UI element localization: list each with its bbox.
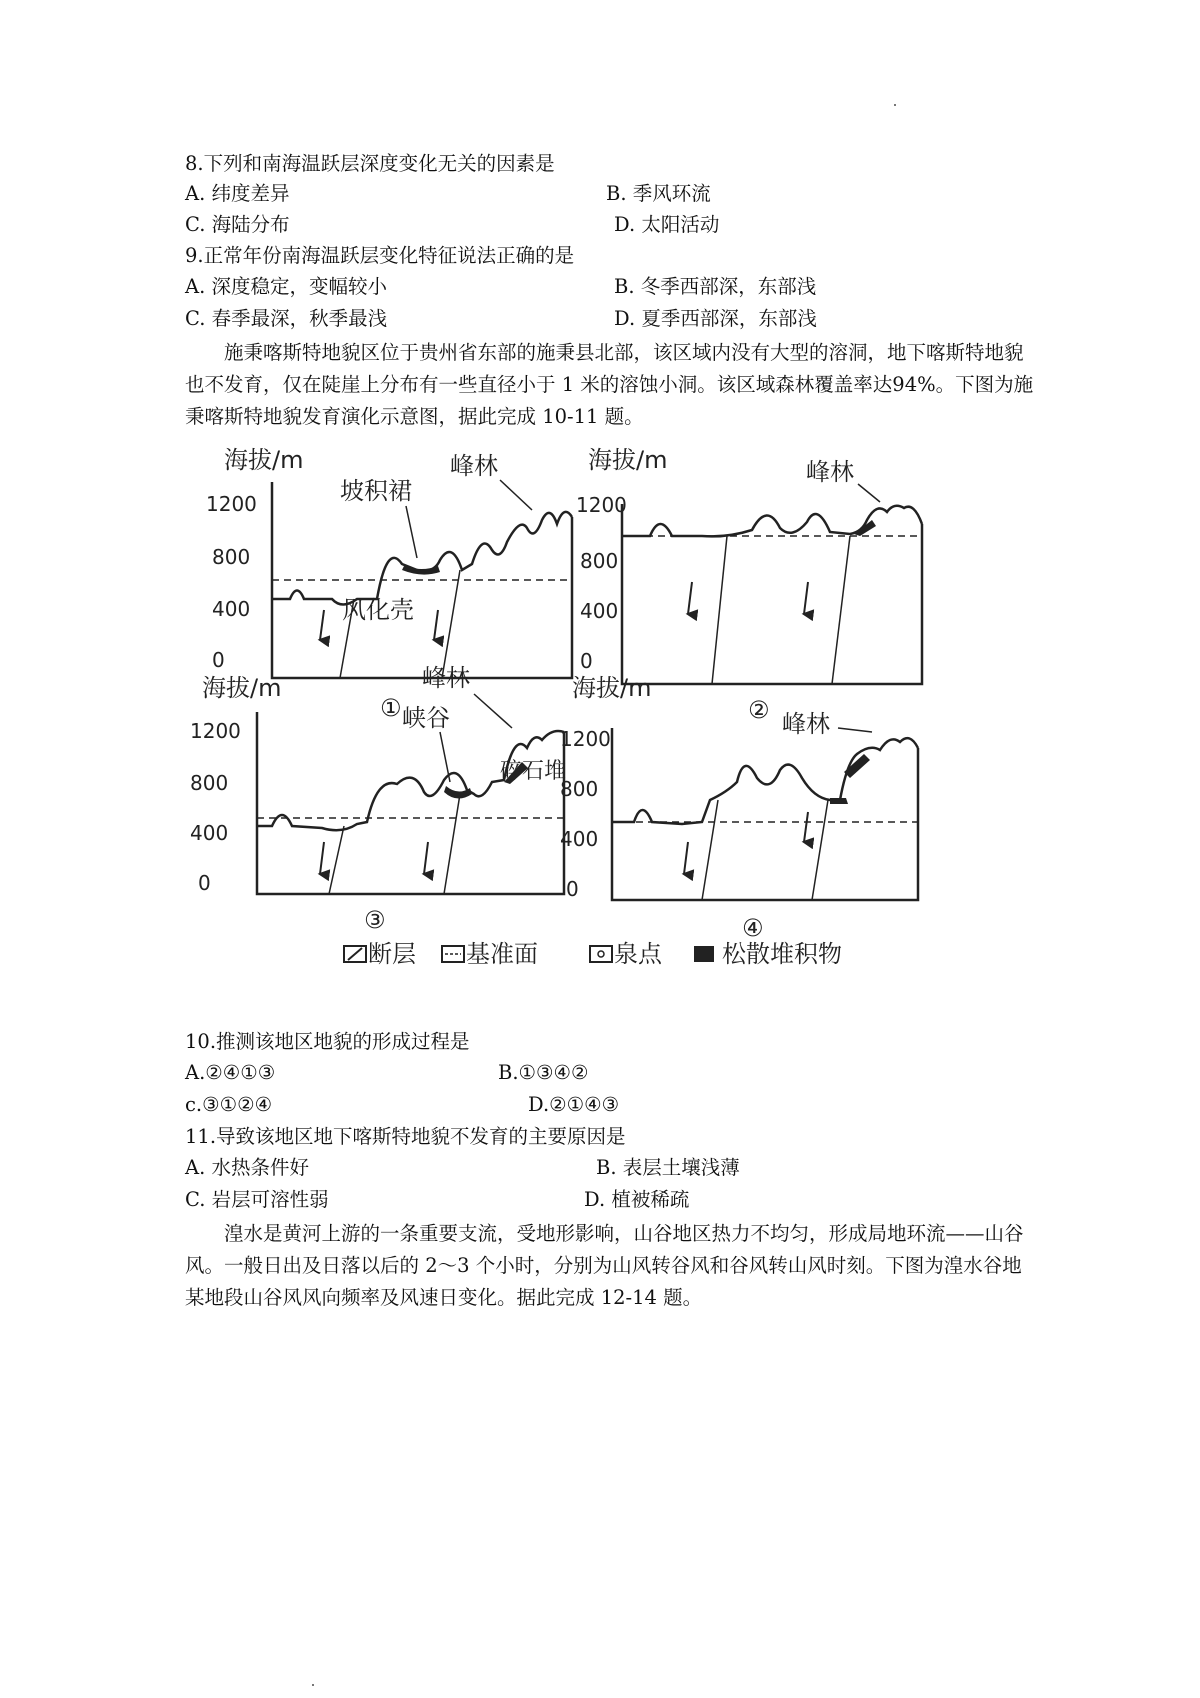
panel-2-arrow-b <box>804 582 808 614</box>
panel-2-fault-b <box>832 536 850 684</box>
panel-2-arrow-a <box>688 582 692 614</box>
q8-option-b: B. 季风环流 <box>606 182 711 205</box>
q11-stem: 11.导致该地区地下喀斯特地貌不发育的主要原因是 <box>185 1125 626 1148</box>
panel-3-number: ③ <box>364 906 386 934</box>
speck-bottom <box>312 1684 314 1686</box>
deposit-legend-icon <box>694 946 714 962</box>
panel-4-deposit <box>830 798 848 804</box>
panel-4-frame <box>612 728 918 900</box>
panel-2-frame <box>622 504 922 684</box>
panel-2-label-fenglin: 峰林 <box>806 458 854 486</box>
panel-2-tick-1200: 1200 <box>576 493 627 517</box>
panel-3-leader-fenglin <box>474 694 512 728</box>
tick-400: 400 <box>212 597 251 621</box>
panel-3-tick-800: 800 <box>190 771 229 795</box>
q8-option-a: A. 纬度差异 <box>185 182 290 205</box>
q10-option-c: c.③①②④ <box>185 1093 273 1116</box>
panel-2-ylabel: 海拔/m <box>588 446 668 474</box>
panel-4-label-fenglin: 峰林 <box>782 710 830 738</box>
panel-1-ylabel: 海拔/m <box>224 446 304 474</box>
panel-1-arrow-b <box>434 610 438 640</box>
q8-option-d: D. 太阳活动 <box>614 213 720 236</box>
q11-option-a: A. 水热条件好 <box>185 1156 309 1179</box>
q8-stem: 8.下列和南海温跃层深度变化无关的因素是 <box>185 152 555 175</box>
panel-2-leader-fenglin <box>858 484 880 502</box>
panel-1-label-poji: 坡积裙 <box>340 477 412 505</box>
panel-3-fault-a <box>329 826 344 894</box>
panel-1-number: ① <box>380 694 402 722</box>
panel-3-label-xiagu: 峡谷 <box>402 704 450 732</box>
panel-3-leader-xiagu <box>440 732 450 782</box>
q9-option-a: A. 深度稳定，变幅较小 <box>185 275 387 298</box>
karst-evolution-figure <box>182 432 1030 1022</box>
panel-3-fault-b <box>444 794 460 894</box>
panel-1-fault-b <box>442 570 460 678</box>
panel-1-label-fenghuake: 风化壳 <box>342 596 414 624</box>
panel-4-arrow-b <box>804 812 808 842</box>
panel-3-tick-0: 0 <box>198 871 211 895</box>
panel-1-label-fenglin: 峰林 <box>450 452 498 480</box>
panel-4-tick-0: 0 <box>566 877 579 901</box>
legend-deposit: 松散堆积物 <box>722 940 842 968</box>
panel-1-arrow-a <box>320 610 324 640</box>
passage-karst: 施秉喀斯特地貌区位于贵州省东部的施秉县北部，该区域内没有大型的溶洞，地下喀斯特地貌也不发育，仅在陡崖上分布有一些直径小于 1 米的溶蚀小洞。该区域森林覆盖率达94%。下图为施秉喀斯特地貌发育演化示意图，据此完成 10-11 题。 <box>185 341 1034 428</box>
panel-4-leader-fenglin <box>838 728 872 732</box>
panel-3-label-fenglin: 峰林 <box>422 664 470 692</box>
panel-2-tick-800: 800 <box>580 549 619 573</box>
panel-2-fault-a <box>712 536 727 684</box>
panel-4-terrain <box>612 738 918 824</box>
q10-stem: 10.推测该地区地貌的形成过程是 <box>185 1030 470 1053</box>
panel-4 <box>560 674 918 942</box>
q11-option-b: B. 表层土壤浅薄 <box>596 1156 740 1179</box>
q9-option-b: B. 冬季西部深，东部浅 <box>614 275 817 298</box>
panel-3-deposit <box>444 786 472 799</box>
figure-legend <box>344 940 842 968</box>
panel-4-ylabel: 海拔/m <box>572 674 652 702</box>
panel-4-tick-800: 800 <box>560 777 599 801</box>
panel-2-number: ② <box>748 696 770 724</box>
panel-2-terrain <box>622 506 922 537</box>
q9-option-c: C. 春季最深，秋季最浅 <box>185 307 388 330</box>
tick-0: 0 <box>212 648 225 672</box>
passage-valley-wind: 湟水是黄河上游的一条重要支流，受地形影响，山谷地区热力不均匀，形成局地环流——山谷风。一般日出及日落以后的 2～3 个小时，分别为山风转谷风和谷风转山风时刻。下图为湟水谷地某地段山谷风风向频率及风速日变化。据此完成 12-14 题。 <box>185 1222 1024 1309</box>
legend-spring: 泉点 <box>614 940 662 968</box>
panel-3-label-suishidui: 碎石堆 <box>500 759 567 784</box>
panel-2-tick-400: 400 <box>580 599 619 623</box>
q10-option-b: B.①③④② <box>498 1061 589 1084</box>
panel-1-leader-poji <box>406 506 417 558</box>
panel-3-ylabel: 海拔/m <box>202 674 282 702</box>
panel-3-tick-400: 400 <box>190 821 229 845</box>
panel-3 <box>190 664 566 934</box>
panel-1-terrain <box>272 512 572 605</box>
karst-diagram <box>182 432 1030 1022</box>
panel-4-fault-b <box>812 800 828 900</box>
q9-option-d: D. 夏季西部深，东部浅 <box>614 307 817 330</box>
q10-option-d: D.②①④③ <box>528 1093 620 1116</box>
q11-option-d: D. 植被稀疏 <box>584 1188 690 1211</box>
q10-option-a: A.②④①③ <box>185 1061 276 1084</box>
panel-4-number: ④ <box>742 914 764 942</box>
panel-3-tick-1200: 1200 <box>190 719 241 743</box>
q9-stem: 9.正常年份南海温跃层变化特征说法正确的是 <box>185 244 575 267</box>
spring-legend-icon <box>590 946 612 962</box>
legend-fault: 断层 <box>368 940 416 968</box>
panel-4-tick-400: 400 <box>560 827 599 851</box>
q8-option-c: C. 海陆分布 <box>185 213 290 236</box>
panel-1-leader-fenglin <box>500 480 532 510</box>
speck <box>894 104 896 106</box>
q11-option-c: C. 岩层可溶性弱 <box>185 1188 329 1211</box>
panel-1-deposit <box>402 566 440 575</box>
panel-3-arrow-b <box>424 842 428 874</box>
tick-800: 800 <box>212 545 251 569</box>
panel-2-tick-0: 0 <box>580 649 593 673</box>
legend-base-level: 基准面 <box>466 940 538 968</box>
panel-4-arrow-a <box>684 842 688 874</box>
panel-4-tick-1200: 1200 <box>560 727 611 751</box>
panel-3-arrow-a <box>320 842 324 874</box>
panel-3-frame <box>257 712 567 894</box>
tick-1200: 1200 <box>206 492 257 516</box>
